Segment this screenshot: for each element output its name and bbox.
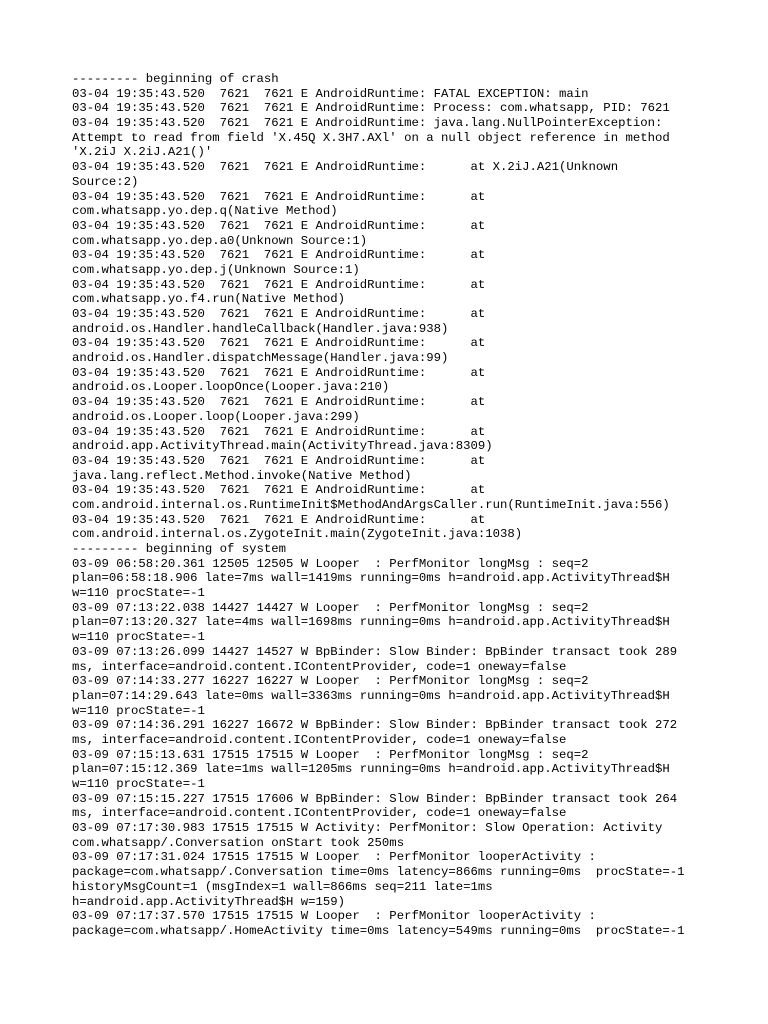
log-line: 03-09 06:58:20.361 12505 12505 W Looper : PerfMonitor longMsg : seq=2 <box>72 556 589 571</box>
log-line: android.os.Looper.loop(Looper.java:299) <box>72 409 360 424</box>
log-line: 03-04 19:35:43.520 7621 7621 E AndroidRuntime: at <box>72 307 486 321</box>
log-line: ms, interface=android.content.IContentProvider, code=1 oneway=false <box>72 806 567 821</box>
log-line: plan=07:13:20.327 late=4ms wall=1698ms running=0ms h=android.app.ActivityThread$H <box>72 615 670 630</box>
log-line: 03-09 07:17:31.024 17515 17515 W Looper : PerfMonitor looperActivity : <box>72 850 596 865</box>
log-line: 03-04 19:35:43.520 7621 7621 E AndroidRuntime: at <box>72 248 486 263</box>
log-line: plan=07:15:12.369 late=1ms wall=1205ms running=0ms h=android.app.ActivityThread$H <box>72 762 670 777</box>
log-line: 03-04 19:35:43.520 7621 7621 E AndroidRuntime: at <box>72 336 486 351</box>
log-line: --------- beginning of crash <box>72 72 279 86</box>
log-line: 03-04 19:35:43.520 7621 7621 E AndroidRuntime: java.lang.NullPointerException: <box>72 116 663 131</box>
log-line: 03-04 19:35:43.520 7621 7621 E AndroidRuntime: at <box>72 218 486 233</box>
log-line: 03-09 07:15:13.631 17515 17515 W Looper : PerfMonitor longMsg : seq=2 <box>72 747 589 762</box>
log-line: ms, interface=android.content.IContentProvider, code=1 oneway=false <box>72 659 567 674</box>
log-line: package=com.whatsapp/.HomeActivity time=0ms latency=549ms running=0ms procState=-1 <box>72 923 685 938</box>
log-line: 03-09 07:17:30.983 17515 17515 W Activity: PerfMonitor: Slow Operation: Activity <box>72 821 663 836</box>
log-line: android.os.Looper.loopOnce(Looper.java:210) <box>72 380 390 395</box>
log-line: com.whatsapp.yo.dep.j(Unknown Source:1) <box>72 262 360 277</box>
log-line: 03-09 07:17:37.570 17515 17515 W Looper : PerfMonitor looperActivity : <box>72 909 596 924</box>
log-line: 03-09 07:13:22.038 14427 14427 W Looper : PerfMonitor longMsg : seq=2 <box>72 600 589 615</box>
log-line: 03-04 19:35:43.520 7621 7621 E AndroidRuntime: at X.2iJ.A21(Unknown <box>72 160 619 175</box>
log-line: 03-04 19:35:43.520 7621 7621 E AndroidRuntime: at <box>72 453 486 468</box>
log-line: historyMsgCount=1 (msgIndex=1 wall=866ms seq=211 late=1ms <box>72 879 493 894</box>
log-line: com.android.internal.os.RuntimeInit$MethodAndArgsCaller.run(RuntimeInit.java:556) <box>72 497 670 512</box>
log-line: 03-09 07:15:15.227 17515 17606 W BpBinder: Slow Binder: BpBinder transact took 264 <box>72 791 678 806</box>
log-line: w=110 procState=-1 <box>72 630 205 645</box>
log-line: w=110 procState=-1 <box>72 777 205 791</box>
log-line: com.whatsapp.yo.f4.run(Native Method) <box>72 292 346 307</box>
log-line: 03-09 07:14:33.277 16227 16227 W Looper : PerfMonitor longMsg : seq=2 <box>72 674 589 689</box>
log-line: package=com.whatsapp/.Conversation time=0ms latency=866ms running=0ms procState=-1 <box>72 865 685 880</box>
log-line: 03-04 19:35:43.520 7621 7621 E AndroidRuntime: at <box>72 424 486 439</box>
log-line: 'X.2iJ X.2iJ.A21()' <box>72 145 213 160</box>
log-line: android.os.Handler.handleCallback(Handler.java:938) <box>72 321 449 336</box>
log-line: 03-04 19:35:43.520 7621 7621 E AndroidRuntime: at <box>72 512 486 527</box>
log-line: --------- beginning of system <box>72 542 287 556</box>
log-line: 03-09 07:14:36.291 16227 16672 W BpBinder: Slow Binder: BpBinder transact took 272 <box>72 718 678 733</box>
log-line: h=android.app.ActivityThread$H w=159) <box>72 894 346 909</box>
log-line: android.app.ActivityThread.main(ActivityThread.java:8309) <box>72 439 493 454</box>
log-line: w=110 procState=-1 <box>72 586 205 601</box>
log-line: 03-04 19:35:43.520 7621 7621 E AndroidRuntime: at <box>72 189 486 204</box>
log-line: com.android.internal.os.ZygoteInit.main(ZygoteInit.java:1038) <box>72 527 523 542</box>
log-line: ms, interface=android.content.IContentProvider, code=1 oneway=false <box>72 732 567 747</box>
log-line: Source:2) <box>72 174 139 189</box>
log-line: 03-04 19:35:43.520 7621 7621 E AndroidRuntime: at <box>72 395 486 410</box>
log-line: com.whatsapp/.Conversation onStart took 250ms <box>72 835 405 850</box>
log-line: 03-04 19:35:43.520 7621 7621 E AndroidRuntime: at <box>72 365 486 380</box>
log-line: plan=07:14:29.643 late=0ms wall=3363ms running=0ms h=android.app.ActivityThread$H <box>72 688 670 703</box>
log-line: 03-04 19:35:43.520 7621 7621 E AndroidRuntime: FATAL EXCEPTION: main <box>72 86 589 101</box>
log-line: com.whatsapp.yo.dep.a0(Unknown Source:1) <box>72 233 368 248</box>
log-line: android.os.Handler.dispatchMessage(Handler.java:99) <box>72 351 449 366</box>
log-line: 03-04 19:35:43.520 7621 7621 E AndroidRuntime: at <box>72 483 486 498</box>
log-line: w=110 procState=-1 <box>72 703 205 718</box>
log-line: java.lang.reflect.Method.invoke(Native Method) <box>72 468 412 483</box>
log-line: 03-09 07:13:26.099 14427 14527 W BpBinder: Slow Binder: BpBinder transact took 289 <box>72 644 678 659</box>
log-line: 03-04 19:35:43.520 7621 7621 E AndroidRuntime: at <box>72 277 486 292</box>
log-line: plan=06:58:18.906 late=7ms wall=1419ms running=0ms h=android.app.ActivityThread$H <box>72 571 670 586</box>
log-line: 03-04 19:35:43.520 7621 7621 E AndroidRuntime: Process: com.whatsapp, PID: 7621 <box>72 101 670 116</box>
log-document <box>72 72 712 939</box>
log-line: com.whatsapp.yo.dep.q(Native Method) <box>72 204 338 219</box>
log-line: Attempt to read from field 'X.45Q X.3H7.AXl' on a null object reference in method <box>72 130 670 145</box>
